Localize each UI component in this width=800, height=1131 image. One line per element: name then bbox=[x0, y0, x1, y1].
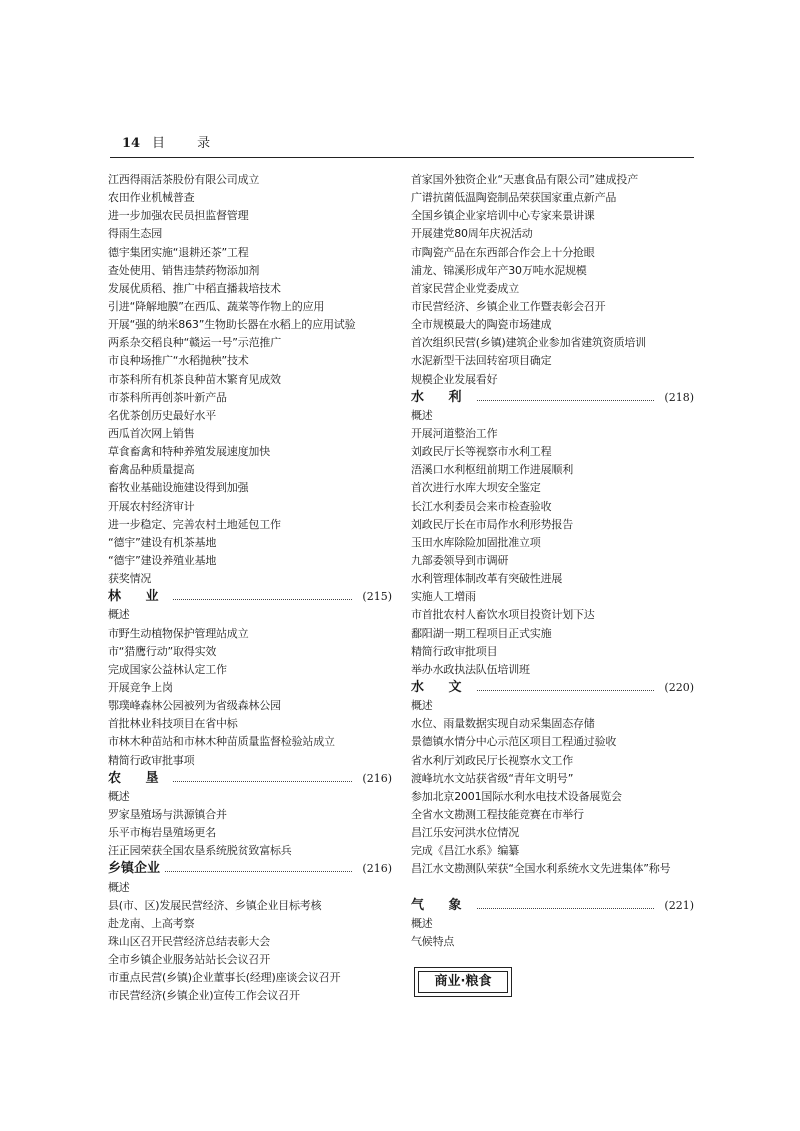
toc-entry[interactable]: 市茶科所有机茶良种苗木繁育见成效 bbox=[108, 372, 281, 386]
toc-list bbox=[108, 788, 392, 861]
toc-entry[interactable]: 规模企业发展看好 bbox=[411, 372, 498, 386]
section-title: 气 象 bbox=[411, 897, 476, 915]
toc-entry[interactable]: 刘政民厅长在市局作水利形势报告 bbox=[411, 517, 573, 531]
section-page: (221) bbox=[662, 897, 694, 915]
toc-entry[interactable]: 概述 bbox=[411, 408, 433, 422]
leader-dots bbox=[459, 400, 654, 401]
toc-entry[interactable]: 西瓜首次网上销售 bbox=[108, 426, 195, 440]
toc-entry[interactable]: 获奖情况 bbox=[108, 572, 152, 586]
toc-entry[interactable]: 首次组织民营(乡镇)建筑企业参加省建筑资质培训 bbox=[411, 336, 646, 350]
toc-entry[interactable]: 实施人工增雨 bbox=[411, 590, 476, 604]
toc-entry[interactable]: 全市乡镇企业服务站站长会议召开 bbox=[108, 953, 270, 967]
toc-entry[interactable]: 全省水文勘测工程技能竞赛在市举行 bbox=[411, 808, 584, 822]
page-header bbox=[110, 134, 694, 154]
section-title: 乡镇企业 bbox=[108, 860, 164, 878]
section-page: (218) bbox=[662, 389, 694, 407]
toc-entry[interactable]: 市重点民营(乡镇)企业董事长(经理)座谈会议召开 bbox=[108, 971, 341, 985]
toc-entry[interactable]: 完成《昌江水系》编纂 bbox=[411, 844, 519, 858]
toc-entry[interactable]: 开展农村经济审计 bbox=[108, 499, 195, 513]
toc-entry[interactable]: 两系杂交稻良种“赣运一号”示范推广 bbox=[108, 336, 281, 350]
leader-dots bbox=[459, 908, 654, 909]
toc-entry[interactable]: 罗家垦殖场与洪源镇合并 bbox=[108, 808, 227, 822]
toc-section-water-conservancy[interactable] bbox=[411, 389, 694, 407]
toc-section-reclamation[interactable] bbox=[108, 770, 392, 788]
toc-entry[interactable]: 精简行政审批事项 bbox=[108, 753, 195, 767]
toc-entry[interactable]: 浦龙、锦溪形成年产30万吨水泥规模 bbox=[411, 263, 587, 277]
chapter-stamp bbox=[414, 967, 512, 997]
toc-entry[interactable]: 市茶科所再创茶叶新产品 bbox=[108, 390, 227, 404]
toc-entry[interactable]: 概述 bbox=[108, 789, 130, 803]
toc-right-column bbox=[411, 171, 694, 951]
toc-entry[interactable]: 农田作业机械普查 bbox=[108, 191, 195, 205]
toc-list bbox=[411, 697, 694, 860]
toc-entry[interactable]: 玉田水库除险加固批准立项 bbox=[411, 535, 541, 549]
toc-list bbox=[411, 171, 694, 389]
toc-entry[interactable]: 水泥新型干法回转窑项目确定 bbox=[411, 354, 552, 368]
section-page: (215) bbox=[360, 588, 392, 606]
toc-entry[interactable]: 市林木种苗站和市林木种苗质量监督检验站成立 bbox=[108, 735, 335, 749]
toc-entry[interactable]: 九部委领导到市调研 bbox=[411, 554, 509, 567]
toc-entry[interactable]: 名优茶创历史最好水平 bbox=[108, 408, 216, 422]
toc-entry[interactable]: 查处使用、销售违禁药物添加剂 bbox=[108, 263, 260, 277]
toc-list bbox=[108, 606, 392, 769]
toc-entry[interactable]: 市首批农村人畜饮水项目投资计划下达 bbox=[411, 608, 595, 622]
toc-entry[interactable]: 长江水利委员会来市检查验收 bbox=[411, 499, 552, 513]
leader-dots bbox=[459, 690, 654, 691]
toc-entry[interactable]: 概述 bbox=[411, 916, 433, 930]
toc-list bbox=[411, 407, 694, 679]
toc-entry[interactable]: 市野生动植物保护管理站成立 bbox=[108, 626, 249, 640]
toc-entry[interactable]: 水利管理体制改革有突破性进展 bbox=[411, 572, 563, 586]
header-rule bbox=[110, 157, 694, 158]
toc-entry[interactable]: 江西得雨活茶股份有限公司成立 bbox=[108, 173, 260, 186]
toc-entry[interactable]: 举办水政执法队伍培训班 bbox=[411, 662, 530, 676]
leader-dots bbox=[156, 781, 352, 782]
toc-entry[interactable]: 水位、雨量数据实现自动采集固态存储 bbox=[411, 717, 595, 731]
toc-entry[interactable]: 市“猎鹰行动”取得实效 bbox=[108, 644, 217, 658]
toc-entry[interactable]: 草食畜禽和特种养殖发展速度加快 bbox=[108, 445, 270, 459]
toc-entry[interactable]: 昌江乐安河洪水位情况 bbox=[411, 826, 519, 840]
toc-entry[interactable]: 首批林业科技项目在省中标 bbox=[108, 717, 238, 731]
section-title: 农 垦 bbox=[108, 770, 173, 788]
toc-entry[interactable]: 首家国外独资企业“天惠食品有限公司”建成投产 bbox=[411, 173, 638, 186]
section-title: 水 文 bbox=[411, 679, 476, 697]
toc-entry[interactable]: 省水利厅刘政民厅长视察水文工作 bbox=[411, 753, 573, 767]
toc-entry[interactable]: 县(市、区)发展民营经济、乡镇企业目标考核 bbox=[108, 898, 322, 912]
toc-left-column bbox=[108, 171, 392, 1006]
page-number: 14 bbox=[122, 136, 141, 151]
toc-entry[interactable]: 市民营经济(乡镇企业)宣传工作会议召开 bbox=[108, 989, 300, 1003]
toc-entry[interactable]: 概述 bbox=[108, 608, 130, 622]
leader-dots bbox=[156, 599, 352, 600]
toc-list bbox=[411, 915, 694, 951]
toc-entry[interactable]: 进一步稳定、完善农村土地延包工作 bbox=[108, 517, 281, 531]
leader-dots bbox=[156, 871, 352, 872]
toc-entry[interactable]: 引进“降解地膜”在西瓜、蔬菜等作物上的应用 bbox=[108, 299, 325, 313]
toc-entry[interactable]: 鄱阳湖一期工程项目正式实施 bbox=[411, 626, 552, 640]
toc-entry[interactable]: 气候特点 bbox=[411, 935, 455, 949]
toc-entry[interactable]: 进一步加强农民员担监督管理 bbox=[108, 209, 249, 223]
toc-entry[interactable]: 市陶瓷产品在东西部合作会上十分抢眼 bbox=[411, 245, 595, 259]
toc-entry[interactable]: 开展竞争上岗 bbox=[108, 680, 173, 694]
toc-entry[interactable]: 赴龙南、上高考察 bbox=[108, 916, 195, 930]
toc-section-hydrology[interactable] bbox=[411, 679, 694, 697]
toc-entry[interactable]: 概述 bbox=[411, 699, 433, 713]
toc-entry[interactable]: 畜牧业基础设施建设得到加强 bbox=[108, 481, 249, 495]
section-page: (216) bbox=[360, 770, 392, 788]
toc-entry[interactable]: 汪正园荣获全国农垦系统脱贫致富标兵 bbox=[108, 844, 292, 858]
section-page: (220) bbox=[662, 679, 694, 697]
toc-entry[interactable]: 得雨生态园 bbox=[108, 227, 162, 241]
toc-entry[interactable]: 开展河道整治工作 bbox=[411, 427, 498, 441]
header-title: 目 录 bbox=[152, 136, 225, 151]
toc-entry[interactable]: 德宇集团实施“退耕还茶”工程 bbox=[108, 245, 249, 259]
toc-entry[interactable]: 开展建党80周年庆祝活动 bbox=[411, 227, 533, 241]
toc-entry[interactable]: 畜禽品种质量提高 bbox=[108, 463, 195, 477]
toc-entry[interactable]: 全市规模最大的陶瓷市场建成 bbox=[411, 318, 552, 332]
toc-section-township-enterprise[interactable] bbox=[108, 860, 392, 878]
section-title: 林 业 bbox=[108, 588, 173, 606]
toc-entry[interactable]: 珠山区召开民营经济总结表彰大会 bbox=[108, 935, 270, 949]
toc-entry[interactable]: “德宇”建设养殖业基地 bbox=[108, 553, 217, 567]
section-title: 水 利 bbox=[411, 389, 476, 407]
toc-entry[interactable]: 昌江水文勘测队荣获“全国水利系统水文先进集体”称号 bbox=[411, 862, 671, 876]
toc-entry[interactable]: 完成国家公益林认定工作 bbox=[108, 662, 227, 676]
toc-entry[interactable]: 概述 bbox=[108, 880, 130, 894]
toc-list bbox=[108, 171, 392, 588]
section-page: (216) bbox=[360, 860, 392, 878]
toc-entry[interactable]: 首次进行水库大坝安全鉴定 bbox=[411, 481, 541, 495]
toc-entry[interactable]: 市民营经济、乡镇企业工作暨表彰会召开 bbox=[411, 299, 606, 313]
toc-entry[interactable]: 精简行政审批项目 bbox=[411, 644, 498, 658]
toc-list bbox=[108, 879, 392, 1006]
toc-entry[interactable]: 刘政民厅长等视察市水利工程 bbox=[411, 445, 552, 459]
toc-entry[interactable]: 参加北京2001国际水利水电技术设备展览会 bbox=[411, 789, 622, 803]
toc-entry[interactable]: 景德镇水情分中心示范区项目工程通过验收 bbox=[411, 735, 617, 749]
toc-entry[interactable]: 首家民营企业党委成立 bbox=[411, 281, 519, 295]
toc-entry[interactable]: 浯溪口水利枢纽前期工作进展顺利 bbox=[411, 463, 573, 477]
toc-entry[interactable]: 开展“强的纳米863”生物助长器在水稻上的应用试验 bbox=[108, 318, 356, 332]
toc-section-forestry[interactable] bbox=[108, 588, 392, 606]
toc-entry[interactable]: 乐平市梅岩垦殖场更名 bbox=[108, 826, 216, 840]
toc-entry[interactable]: 渡峰坑水文站获省级“青年文明号” bbox=[411, 771, 574, 785]
toc-entry[interactable]: “德宇”建设有机茶基地 bbox=[108, 535, 217, 549]
toc-entry[interactable]: 鄂璞峰森林公园被列为省级森林公园 bbox=[108, 699, 281, 713]
toc-entry[interactable]: 广谱抗菌低温陶瓷制品荣获国家重点新产品 bbox=[411, 191, 617, 205]
toc-entry[interactable]: 市良种场推广“水稻抛秧”技术 bbox=[108, 354, 249, 368]
toc-entry[interactable]: 全国乡镇企业家培训中心专家来景讲课 bbox=[411, 209, 595, 223]
toc-section-meteorology[interactable] bbox=[411, 897, 694, 915]
toc-entry[interactable]: 发展优质稻、推广中稻直播栽培技术 bbox=[108, 281, 281, 295]
chapter-stamp-label: 商业·粮食 bbox=[418, 971, 508, 993]
